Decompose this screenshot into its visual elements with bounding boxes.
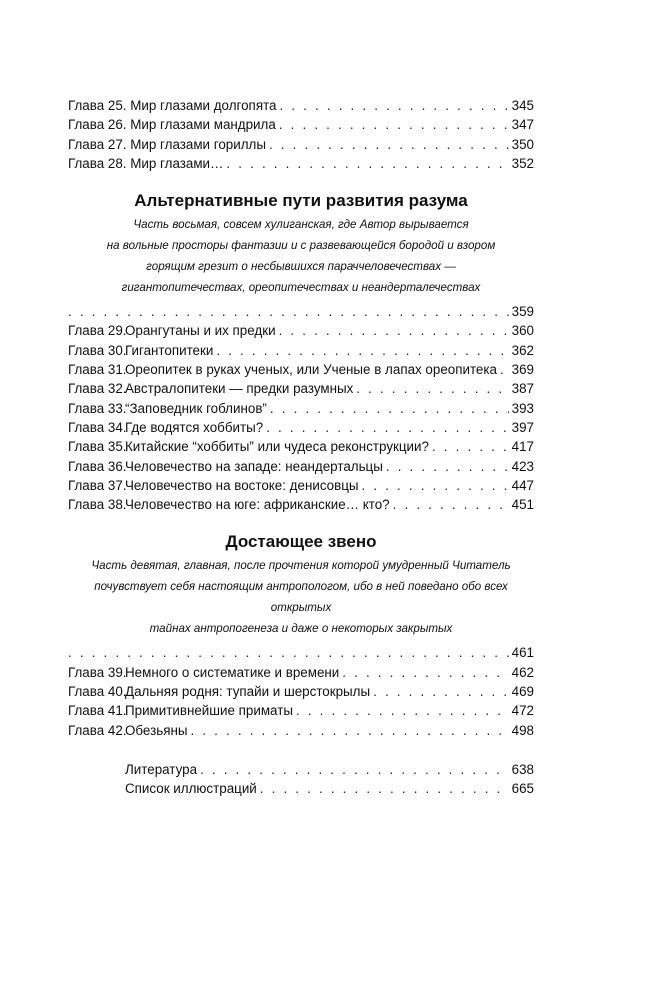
page-number: 472 [511, 703, 534, 719]
chapter-title: Где водятся хоббиты? [125, 419, 264, 435]
page-number: 387 [511, 381, 534, 397]
entry-title: Список иллюстраций [125, 781, 257, 797]
toc-entry[interactable] [68, 721, 534, 740]
toc-entry[interactable] [68, 341, 534, 360]
chapter-title: Немного о систематике и времени [125, 664, 340, 680]
chapter-title: Дальняя родня: тупайи и шерстокрылы [125, 684, 371, 700]
leader-dots [270, 399, 509, 418]
toc-entry[interactable] [68, 399, 534, 418]
chapter-number: Глава 30. [68, 342, 127, 358]
leader-dots [200, 760, 509, 779]
toc-entry-bibliography[interactable] [125, 760, 534, 779]
page-number: 359 [511, 304, 534, 320]
part-intro-line: горящим грезит о несбывшихся параччеловечествах — [146, 260, 456, 274]
page-number: 461 [511, 645, 534, 661]
chapter-number: Глава 27. [68, 136, 127, 152]
chapter-number: Глава 35. [68, 439, 127, 455]
chapter-title: Человечество на западе: неандертальцы [125, 458, 383, 474]
part-title: Альтернативные пути развития разума [134, 191, 468, 211]
part-intro-line: Часть девятая, главная, после прочтения которой умудренный Читатель [91, 559, 511, 573]
toc-entry[interactable] [68, 663, 534, 682]
chapter-title: Обезьяны [125, 722, 188, 738]
part-nine [68, 532, 534, 739]
page-number: 665 [511, 781, 534, 797]
page-number: 447 [511, 477, 534, 493]
toc-entry[interactable] [68, 154, 534, 173]
chapter-number: Глава 32. [68, 381, 127, 397]
toc-entry[interactable] [68, 701, 534, 720]
leader-dots [216, 341, 508, 360]
part-intro [68, 555, 534, 639]
part-title: Достающее звено [225, 532, 377, 552]
leader-dots [279, 321, 509, 340]
leader-dots [269, 135, 509, 154]
page-number: 417 [511, 439, 534, 455]
part-intro-line: гигантопитечествах, ореопитечествах и неандерталечествах [121, 281, 481, 295]
leader-dots [68, 643, 509, 662]
chapter-number: Глава 40. [68, 684, 127, 700]
toc-entry[interactable] [68, 457, 534, 476]
page-number: 350 [511, 136, 534, 152]
leader-dots [266, 418, 508, 437]
leader-dots [296, 701, 509, 720]
leader-dots [68, 302, 509, 321]
part-intro-line: Часть восьмая, совсем хулиганская, где Автор вырывается [133, 218, 469, 232]
chapter-number: Глава 42. [68, 722, 127, 738]
toc-entry[interactable] [68, 476, 534, 495]
page-number: 451 [511, 497, 534, 513]
page-number: 369 [511, 362, 534, 378]
leader-dots [432, 437, 509, 456]
part-intro [68, 214, 534, 298]
chapter-title: Мир глазами… [130, 155, 224, 171]
chapter-number: Глава 36. [68, 458, 127, 474]
chapter-title: Ореопитек в руках ученых, или Ученые в лапах ореопитека [125, 362, 497, 378]
page-number: 469 [511, 684, 534, 700]
page-number: 352 [511, 155, 534, 171]
chapter-title: Орангутаны и их предки [125, 323, 276, 339]
leader-dots [356, 379, 508, 398]
page-number: 345 [511, 98, 534, 113]
part-intro-line: почувствует себя настоящим антропологом, ибо в ней поведано обо всех открытых [94, 580, 508, 615]
leader-dots [226, 154, 508, 173]
chapter-title: Мир глазами долгопята [130, 98, 277, 113]
chapter-title: Мир глазами гориллы [130, 136, 266, 152]
page-number: 393 [511, 400, 534, 416]
chapter-title: Австралопитеки — предки разумных [125, 381, 354, 397]
page-number: 462 [511, 664, 534, 680]
leader-dots [260, 779, 509, 798]
toc-entry[interactable] [68, 437, 534, 456]
toc-entry-illustrations[interactable] [125, 779, 534, 798]
leader-dots [393, 495, 509, 514]
leader-dots [279, 115, 509, 134]
chapter-number: Глава 34. [68, 419, 127, 435]
chapter-number: Глава 29. [68, 323, 127, 339]
chapter-title: Китайские “хоббиты” или чудеса реконструкции? [125, 439, 429, 455]
part-eight [68, 191, 534, 514]
chapter-title: “Заповедник гоблинов” [125, 400, 267, 416]
toc-entry[interactable] [68, 96, 534, 115]
page-number: 360 [511, 323, 534, 339]
chapter-number: Глава 37. [68, 477, 127, 493]
leader-dots [342, 663, 508, 682]
chapter-title: Человечество на юге: африканские… кто? [125, 497, 390, 513]
toc-entry[interactable] [68, 418, 534, 437]
page-number: 397 [511, 419, 534, 435]
toc-entry-part-intro[interactable] [68, 643, 534, 662]
part-intro-line: на вольные просторы фантазии и с развевающейся бородой и взором [106, 239, 496, 253]
toc-entry[interactable] [68, 360, 534, 379]
chapter-number: Глава 26. [68, 117, 127, 133]
chapter-number: Глава 33. [68, 400, 127, 416]
chapter-number: Глава 38. [68, 497, 127, 513]
part-intro-line: тайнах антропогенеза и даже о некоторых закрытых [149, 622, 453, 636]
toc-entry[interactable] [68, 115, 534, 134]
page-number: 423 [511, 458, 534, 474]
chapter-title: Мир глазами мандрила [130, 117, 276, 133]
leader-dots [500, 360, 509, 379]
chapter-number: Глава 28. [68, 155, 127, 171]
page-number: 498 [511, 722, 534, 738]
chapter-number: Глава 41. [68, 703, 127, 719]
toc-entry[interactable] [68, 682, 534, 701]
toc-group-1 [68, 96, 534, 173]
toc-entry[interactable] [68, 321, 534, 340]
leader-dots [280, 96, 509, 115]
table-of-contents [68, 96, 534, 799]
chapter-title: Примитивнейшие приматы [125, 703, 293, 719]
chapter-number: Глава 25. [68, 98, 127, 113]
leader-dots [373, 682, 509, 701]
chapter-number: Глава 31. [68, 362, 127, 378]
page-number: 362 [511, 342, 534, 358]
back-matter [68, 760, 534, 799]
toc-entry[interactable] [68, 135, 534, 154]
toc-entry[interactable] [68, 495, 534, 514]
chapter-number: Глава 39. [68, 664, 127, 680]
entry-title: Литература [125, 761, 198, 777]
page-number: 347 [511, 117, 534, 133]
leader-dots [362, 476, 509, 495]
leader-dots [190, 721, 508, 740]
page-number: 638 [511, 761, 534, 777]
leader-dots [386, 457, 509, 476]
chapter-title: Гигантопитеки [125, 342, 214, 358]
chapter-title: Человечество на востоке: денисовцы [125, 477, 359, 493]
toc-entry[interactable] [68, 379, 534, 398]
toc-entry-part-intro[interactable] [68, 302, 534, 321]
